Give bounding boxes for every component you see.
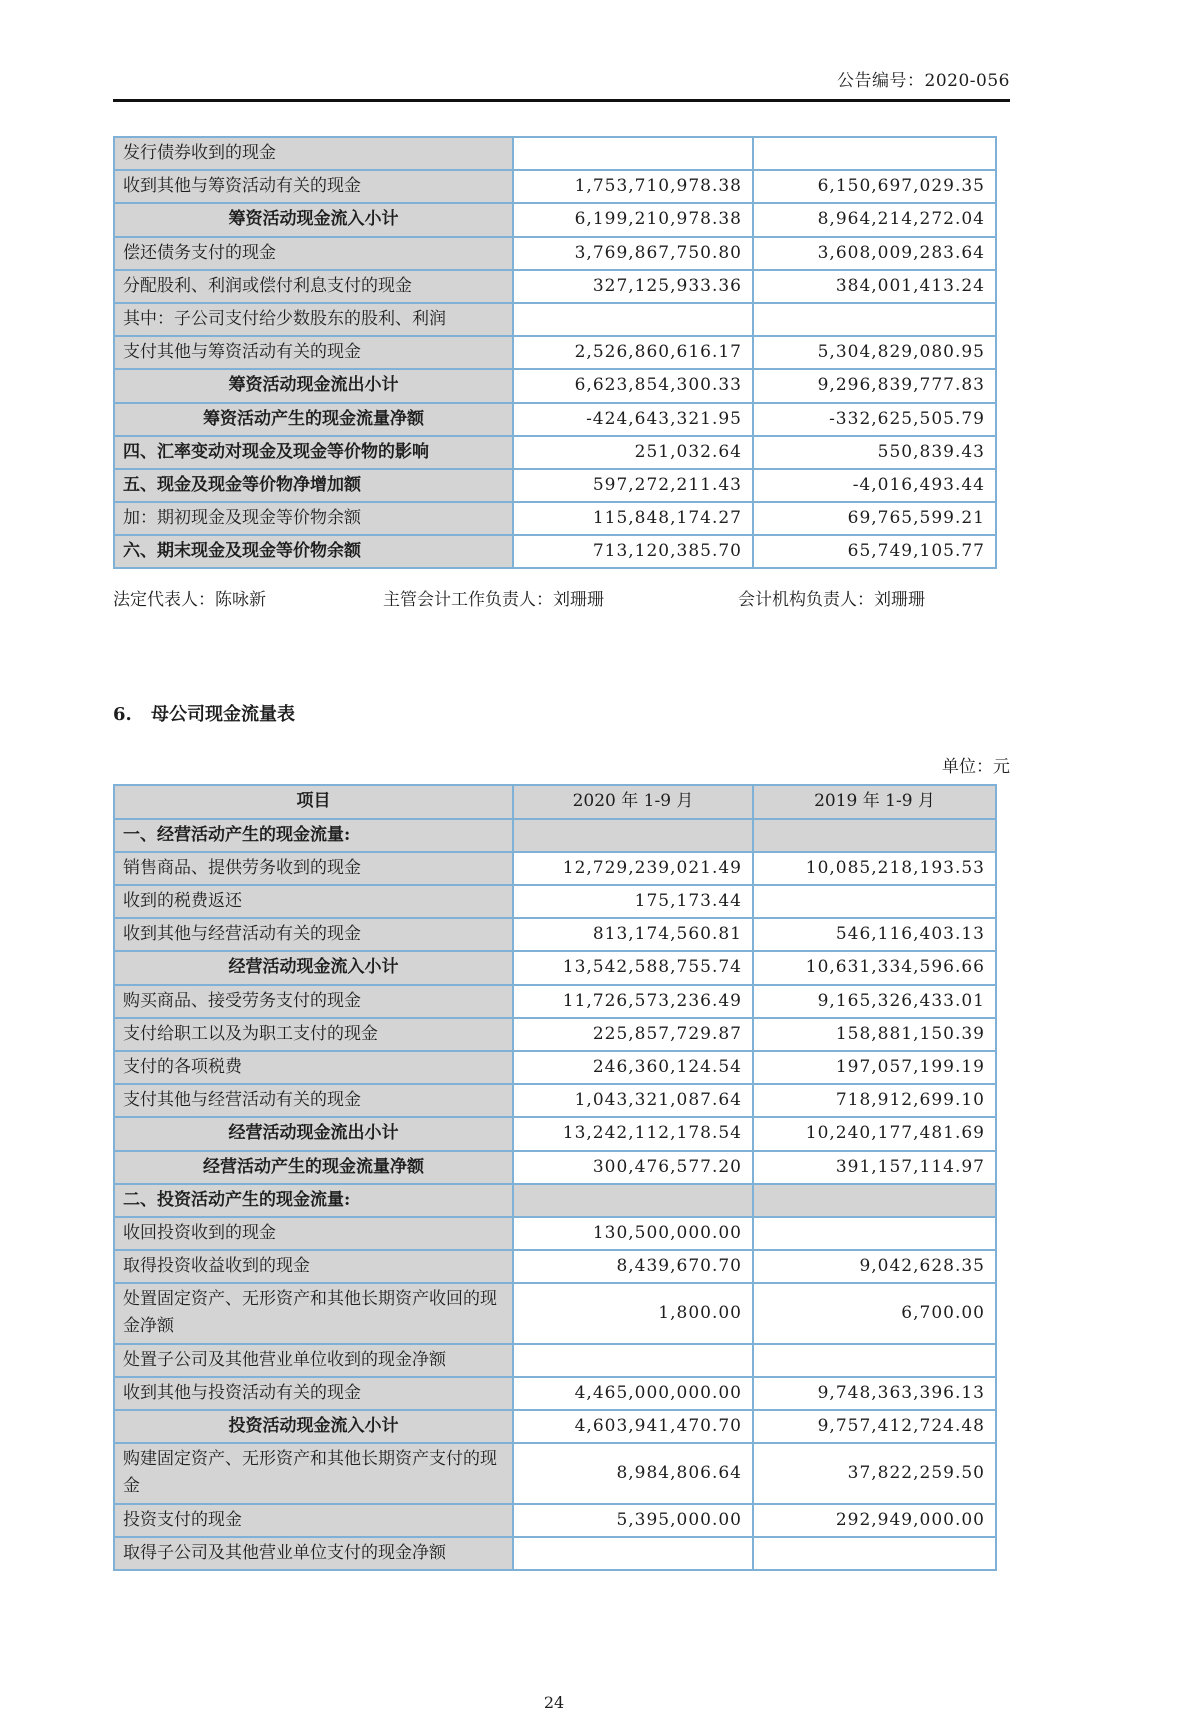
item-label-cell: 其中：子公司支付给少数股东的股利、利润 bbox=[114, 303, 513, 336]
column-header-2020: 2020 年 1-9 月 bbox=[513, 785, 753, 818]
value-cell-2019: 9,042,628.35 bbox=[753, 1250, 996, 1283]
value-cell-2020: 130,500,000.00 bbox=[513, 1217, 753, 1250]
value-cell-2020 bbox=[513, 1184, 753, 1217]
table-row bbox=[114, 1018, 996, 1051]
table-row bbox=[114, 985, 996, 1018]
item-label-cell: 收到的税费返还 bbox=[114, 885, 513, 918]
table-row bbox=[114, 170, 996, 203]
value-cell-2020: 6,623,854,300.33 bbox=[513, 369, 753, 402]
announcement-number: 公告编号：2020-056 bbox=[837, 71, 1010, 91]
table-row bbox=[114, 1217, 996, 1250]
table-row bbox=[114, 1084, 996, 1117]
legal-representative: 法定代表人：陈咏新 bbox=[113, 590, 266, 611]
item-label-cell: 处置固定资产、无形资产和其他长期资产收回的现金净额 bbox=[114, 1283, 513, 1343]
item-label-cell: 经营活动现金流入小计 bbox=[114, 951, 513, 984]
value-cell-2020: 175,173.44 bbox=[513, 885, 753, 918]
table-row bbox=[114, 203, 996, 236]
table-row bbox=[114, 1250, 996, 1283]
section-title-text: 母公司现金流量表 bbox=[151, 704, 295, 726]
value-cell-2020 bbox=[513, 1344, 753, 1377]
value-cell-2019: 5,304,829,080.95 bbox=[753, 336, 996, 369]
table-row bbox=[114, 1410, 996, 1443]
section-title bbox=[113, 700, 1200, 726]
section-number: 6. bbox=[113, 704, 132, 726]
table-row bbox=[114, 336, 996, 369]
table-row bbox=[114, 885, 996, 918]
table-row bbox=[114, 1344, 996, 1377]
page-number: 24 bbox=[543, 1692, 565, 1712]
value-cell-2019: 8,964,214,272.04 bbox=[753, 203, 996, 236]
value-cell-2020: 8,439,670.70 bbox=[513, 1250, 753, 1283]
value-cell-2020: -424,643,321.95 bbox=[513, 403, 753, 436]
table-row bbox=[114, 1537, 996, 1570]
item-label-cell: 取得投资收益收到的现金 bbox=[114, 1250, 513, 1283]
value-cell-2019 bbox=[753, 303, 996, 336]
signature-line bbox=[113, 585, 1010, 610]
value-cell-2019: 6,700.00 bbox=[753, 1283, 996, 1343]
value-cell-2020: 2,526,860,616.17 bbox=[513, 336, 753, 369]
value-cell-2019: 10,085,218,193.53 bbox=[753, 852, 996, 885]
value-cell-2020: 12,729,239,021.49 bbox=[513, 852, 753, 885]
value-cell-2019: 384,001,413.24 bbox=[753, 270, 996, 303]
item-label-cell: 销售商品、提供劳务收到的现金 bbox=[114, 852, 513, 885]
value-cell-2020: 327,125,933.36 bbox=[513, 270, 753, 303]
column-header-2019: 2019 年 1-9 月 bbox=[753, 785, 996, 818]
value-cell-2020: 3,769,867,750.80 bbox=[513, 237, 753, 270]
value-cell-2020: 597,272,211.43 bbox=[513, 469, 753, 502]
item-label-cell: 筹资活动现金流入小计 bbox=[114, 203, 513, 236]
value-cell-2019: 391,157,114.97 bbox=[753, 1151, 996, 1184]
value-cell-2019: -4,016,493.44 bbox=[753, 469, 996, 502]
item-label-cell: 分配股利、利润或偿付利息支付的现金 bbox=[114, 270, 513, 303]
item-label-cell: 投资支付的现金 bbox=[114, 1504, 513, 1537]
table-row bbox=[114, 403, 996, 436]
table-row bbox=[114, 303, 996, 336]
chief-accountant: 主管会计工作负责人：刘珊珊 bbox=[383, 590, 604, 611]
item-label-cell: 收到其他与经营活动有关的现金 bbox=[114, 918, 513, 951]
item-label-cell: 购买商品、接受劳务支付的现金 bbox=[114, 985, 513, 1018]
item-label-cell: 经营活动现金流出小计 bbox=[114, 1117, 513, 1150]
table-row bbox=[114, 1184, 996, 1217]
value-cell-2019: 546,116,403.13 bbox=[753, 918, 996, 951]
item-label-cell: 收到其他与筹资活动有关的现金 bbox=[114, 170, 513, 203]
value-cell-2020: 11,726,573,236.49 bbox=[513, 985, 753, 1018]
table-row bbox=[114, 469, 996, 502]
value-cell-2020: 4,603,941,470.70 bbox=[513, 1410, 753, 1443]
table-row bbox=[114, 1504, 996, 1537]
item-label-cell: 收回投资收到的现金 bbox=[114, 1217, 513, 1250]
column-header-item: 项目 bbox=[114, 785, 513, 818]
value-cell-2019: 550,839.43 bbox=[753, 436, 996, 469]
value-cell-2020 bbox=[513, 819, 753, 852]
item-label-cell: 加：期初现金及现金等价物余额 bbox=[114, 502, 513, 535]
table-row bbox=[114, 1151, 996, 1184]
item-label-cell: 偿还债务支付的现金 bbox=[114, 237, 513, 270]
value-cell-2020 bbox=[513, 137, 753, 170]
value-cell-2020: 251,032.64 bbox=[513, 436, 753, 469]
item-label-cell: 发行债券收到的现金 bbox=[114, 137, 513, 170]
value-cell-2020: 246,360,124.54 bbox=[513, 1051, 753, 1084]
value-cell-2019 bbox=[753, 1184, 996, 1217]
value-cell-2019: 69,765,599.21 bbox=[753, 502, 996, 535]
item-label-cell: 支付的各项税费 bbox=[114, 1051, 513, 1084]
table-row bbox=[114, 535, 996, 568]
table-row bbox=[114, 237, 996, 270]
value-cell-2020 bbox=[513, 303, 753, 336]
value-cell-2019: 3,608,009,283.64 bbox=[753, 237, 996, 270]
financing-cashflow-table bbox=[113, 136, 997, 569]
value-cell-2019: 10,240,177,481.69 bbox=[753, 1117, 996, 1150]
item-label-cell: 购建固定资产、无形资产和其他长期资产支付的现金 bbox=[114, 1443, 513, 1503]
value-cell-2020: 4,465,000,000.00 bbox=[513, 1377, 753, 1410]
value-cell-2020: 8,984,806.64 bbox=[513, 1443, 753, 1503]
table-row bbox=[114, 270, 996, 303]
value-cell-2019: 718,912,699.10 bbox=[753, 1084, 996, 1117]
header-rule bbox=[113, 99, 1010, 102]
item-label-cell: 取得子公司及其他营业单位支付的现金净额 bbox=[114, 1537, 513, 1570]
item-label-cell: 二、投资活动产生的现金流量: bbox=[114, 1184, 513, 1217]
parent-company-cashflow-table bbox=[113, 784, 997, 1571]
value-cell-2020: 713,120,385.70 bbox=[513, 535, 753, 568]
value-cell-2019: 65,749,105.77 bbox=[753, 535, 996, 568]
value-cell-2019: 9,165,326,433.01 bbox=[753, 985, 996, 1018]
value-cell-2019: 9,748,363,396.13 bbox=[753, 1377, 996, 1410]
item-label-cell: 筹资活动现金流出小计 bbox=[114, 369, 513, 402]
value-cell-2019: 37,822,259.50 bbox=[753, 1443, 996, 1503]
value-cell-2019 bbox=[753, 1217, 996, 1250]
item-label-cell: 收到其他与投资活动有关的现金 bbox=[114, 1377, 513, 1410]
item-label-cell: 筹资活动产生的现金流量净额 bbox=[114, 403, 513, 436]
table-row bbox=[114, 951, 996, 984]
item-label-cell: 支付其他与经营活动有关的现金 bbox=[114, 1084, 513, 1117]
value-cell-2019: 158,881,150.39 bbox=[753, 1018, 996, 1051]
table-row bbox=[114, 1377, 996, 1410]
table-row bbox=[114, 918, 996, 951]
value-cell-2020: 13,242,112,178.54 bbox=[513, 1117, 753, 1150]
table-row bbox=[114, 1117, 996, 1150]
value-cell-2019: -332,625,505.79 bbox=[753, 403, 996, 436]
value-cell-2019: 6,150,697,029.35 bbox=[753, 170, 996, 203]
value-cell-2019 bbox=[753, 137, 996, 170]
item-label-cell: 支付给职工以及为职工支付的现金 bbox=[114, 1018, 513, 1051]
value-cell-2019 bbox=[753, 1344, 996, 1377]
value-cell-2020: 813,174,560.81 bbox=[513, 918, 753, 951]
item-label-cell: 投资活动现金流入小计 bbox=[114, 1410, 513, 1443]
table-row bbox=[114, 137, 996, 170]
item-label-cell: 一、经营活动产生的现金流量: bbox=[114, 819, 513, 852]
value-cell-2019: 9,757,412,724.48 bbox=[753, 1410, 996, 1443]
value-cell-2019: 197,057,199.19 bbox=[753, 1051, 996, 1084]
table-row bbox=[114, 436, 996, 469]
value-cell-2020: 5,395,000.00 bbox=[513, 1504, 753, 1537]
table-row bbox=[114, 502, 996, 535]
table-row bbox=[114, 369, 996, 402]
value-cell-2019: 10,631,334,596.66 bbox=[753, 951, 996, 984]
value-cell-2020: 1,753,710,978.38 bbox=[513, 170, 753, 203]
accounting-org-head: 会计机构负责人：刘珊珊 bbox=[738, 590, 925, 611]
value-cell-2020 bbox=[513, 1537, 753, 1570]
item-label-cell: 经营活动产生的现金流量净额 bbox=[114, 1151, 513, 1184]
table-row bbox=[114, 819, 996, 852]
value-cell-2020: 225,857,729.87 bbox=[513, 1018, 753, 1051]
table-row bbox=[114, 1283, 996, 1343]
value-cell-2019 bbox=[753, 1537, 996, 1570]
item-label-cell: 五、现金及现金等价物净增加额 bbox=[114, 469, 513, 502]
table-header-row bbox=[114, 785, 996, 818]
unit-label: 单位：元 bbox=[942, 757, 1010, 778]
value-cell-2020: 13,542,588,755.74 bbox=[513, 951, 753, 984]
table-row bbox=[114, 1443, 996, 1503]
value-cell-2019 bbox=[753, 885, 996, 918]
table-row bbox=[114, 1051, 996, 1084]
value-cell-2019: 9,296,839,777.83 bbox=[753, 369, 996, 402]
value-cell-2020: 1,043,321,087.64 bbox=[513, 1084, 753, 1117]
item-label-cell: 四、汇率变动对现金及现金等价物的影响 bbox=[114, 436, 513, 469]
item-label-cell: 支付其他与筹资活动有关的现金 bbox=[114, 336, 513, 369]
value-cell-2020: 1,800.00 bbox=[513, 1283, 753, 1343]
value-cell-2019: 292,949,000.00 bbox=[753, 1504, 996, 1537]
value-cell-2020: 6,199,210,978.38 bbox=[513, 203, 753, 236]
doc-header bbox=[113, 66, 1010, 91]
value-cell-2020: 300,476,577.20 bbox=[513, 1151, 753, 1184]
item-label-cell: 六、期末现金及现金等价物余额 bbox=[114, 535, 513, 568]
value-cell-2020: 115,848,174.27 bbox=[513, 502, 753, 535]
value-cell-2019 bbox=[753, 819, 996, 852]
table-row bbox=[114, 852, 996, 885]
item-label-cell: 处置子公司及其他营业单位收到的现金净额 bbox=[114, 1344, 513, 1377]
